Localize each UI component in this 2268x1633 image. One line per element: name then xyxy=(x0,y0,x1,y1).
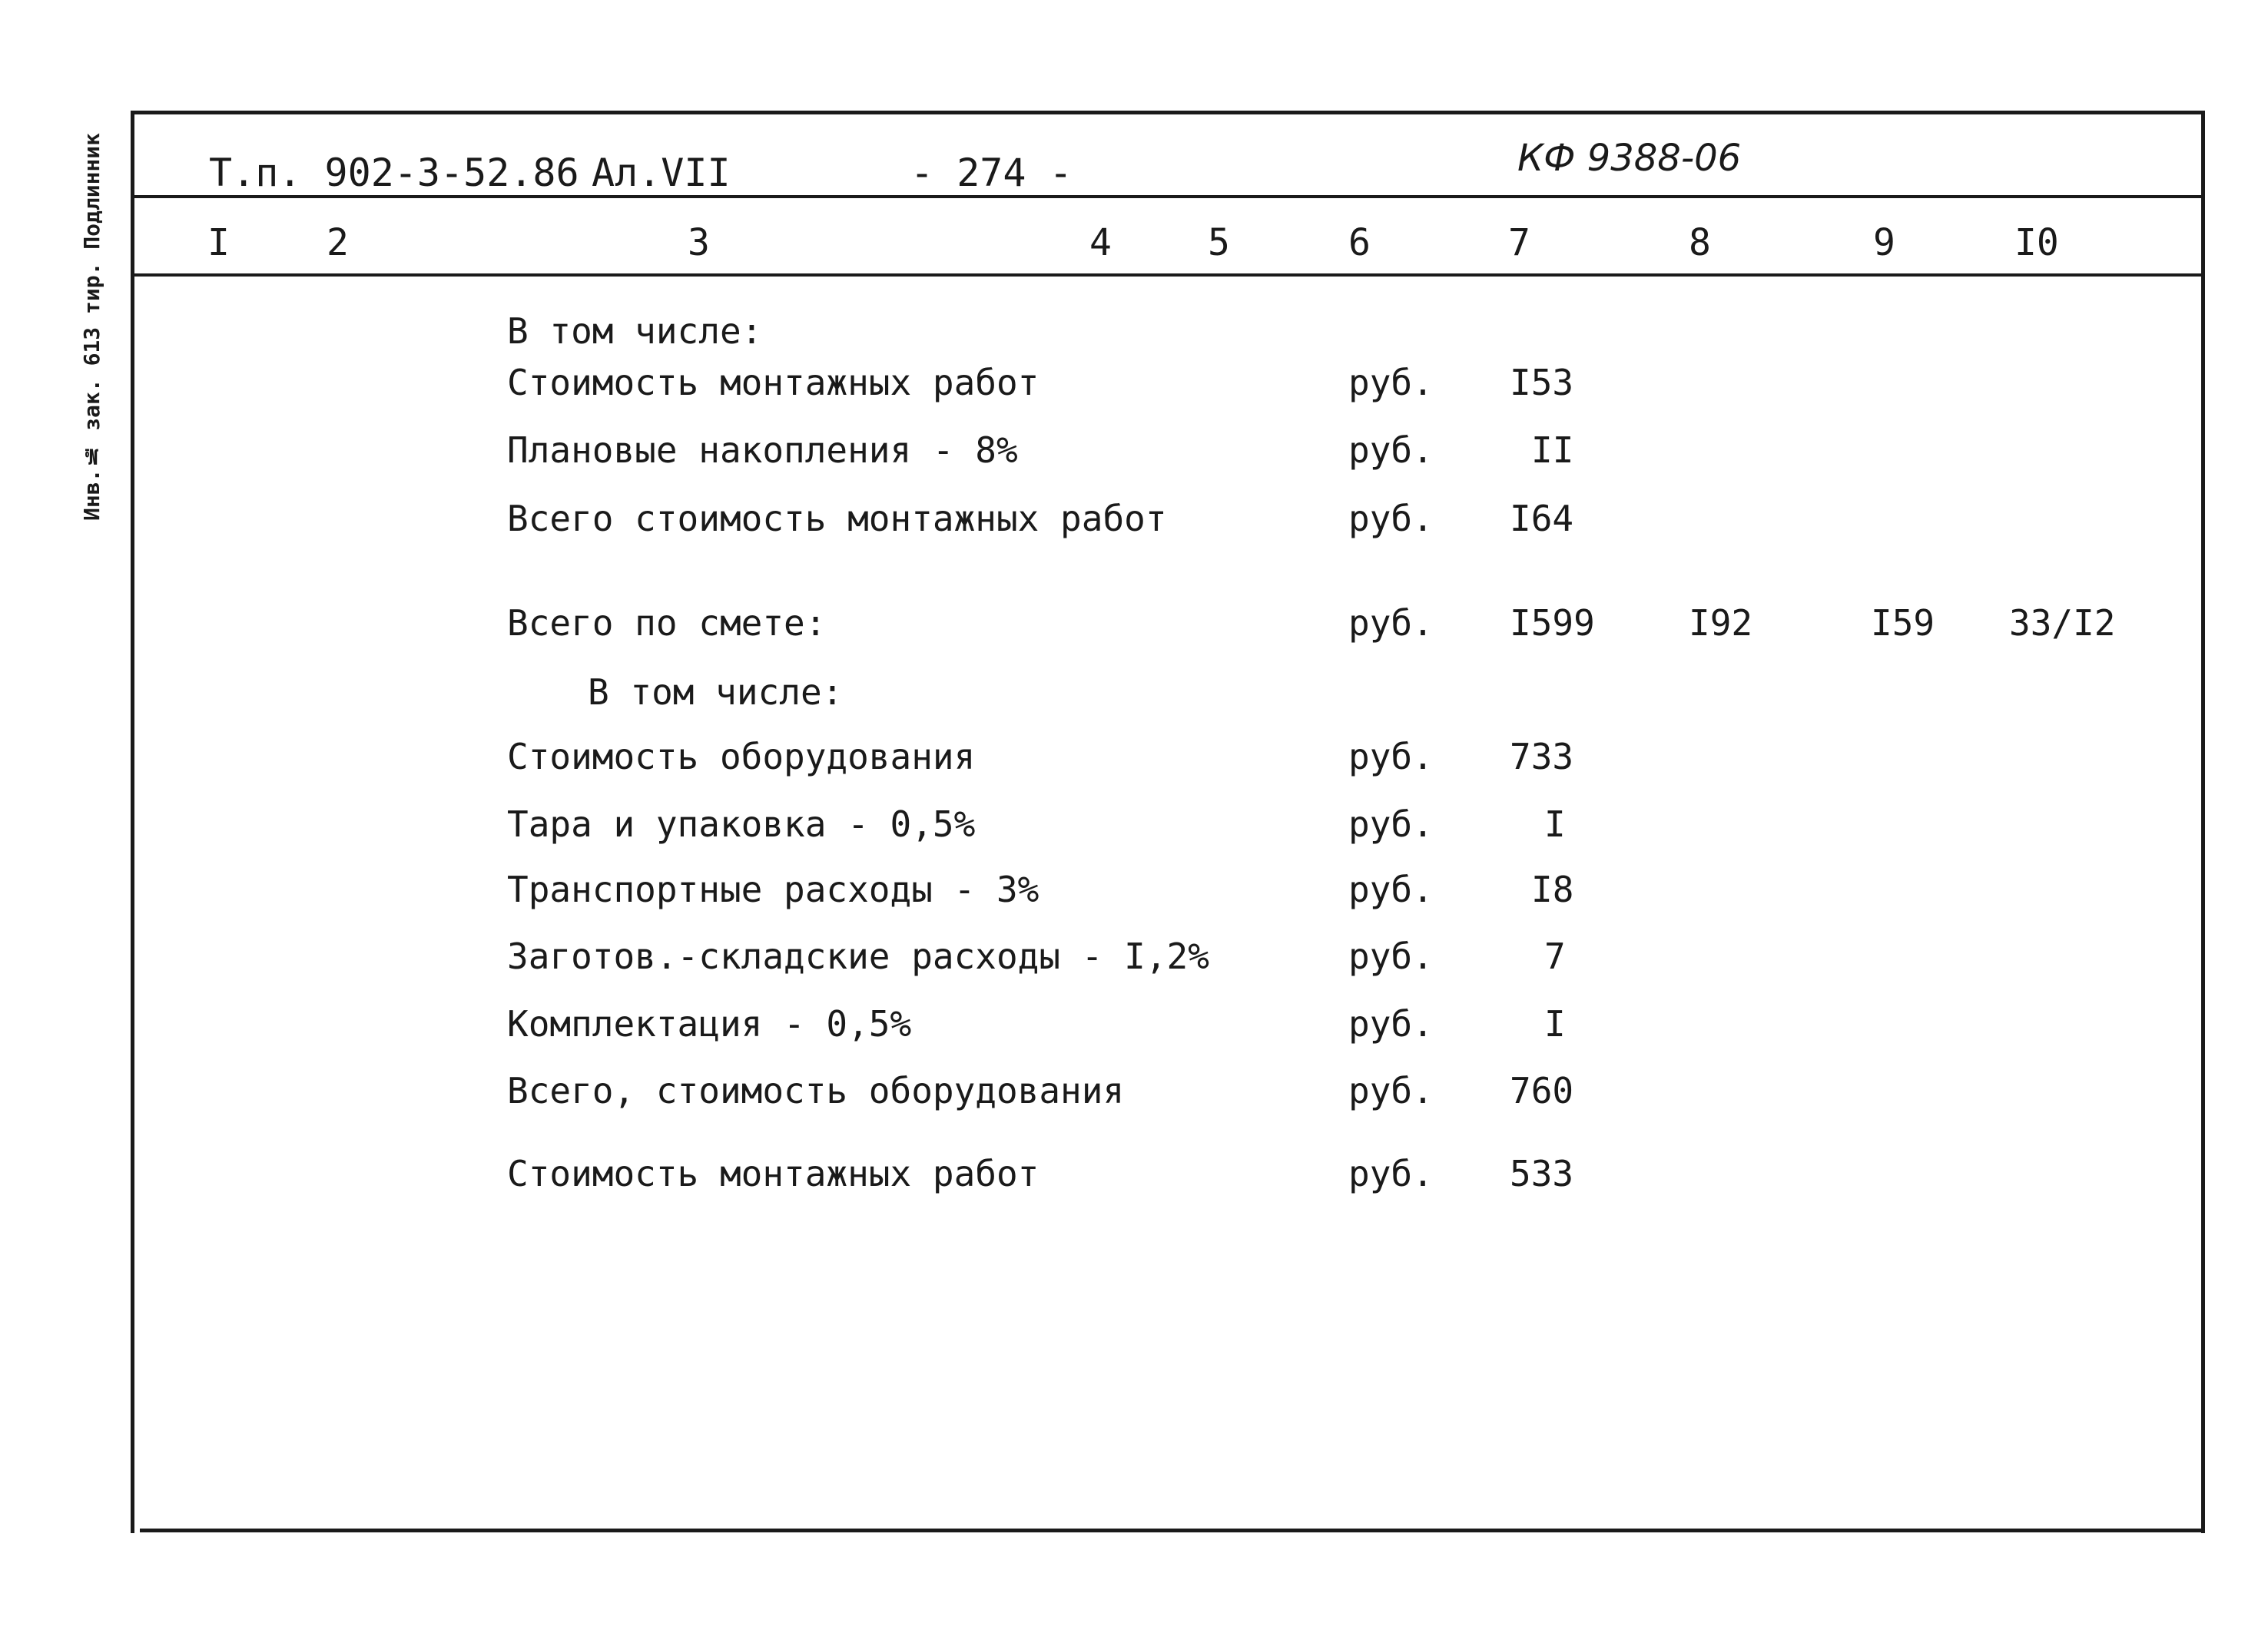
column-number: 7 xyxy=(1508,221,1530,264)
column-number: 6 xyxy=(1348,221,1371,264)
row-unit: руб. xyxy=(1348,736,1434,777)
row-unit: руб. xyxy=(1348,602,1434,644)
row-value: I8 xyxy=(1531,869,1574,910)
row-value: I92 xyxy=(1689,602,1753,644)
header-divider xyxy=(131,195,2205,198)
row-value: I xyxy=(1544,1003,1566,1045)
row-value: 760 xyxy=(1510,1070,1574,1111)
row-value: 533 xyxy=(1510,1153,1574,1194)
frame-right xyxy=(2201,111,2205,1533)
column-number: 8 xyxy=(1689,221,1711,264)
row-value: 7 xyxy=(1544,936,1566,977)
row-label: Всего стоимость монтажных работ xyxy=(507,498,1167,539)
row-unit: руб. xyxy=(1348,1153,1434,1194)
row-label: Плановые накопления - 8% xyxy=(507,429,1018,471)
project-number: Т.п. 902-3-52.86 xyxy=(209,151,579,195)
row-unit: руб. xyxy=(1348,1070,1434,1111)
row-unit: руб. xyxy=(1348,1003,1434,1045)
row-unit: руб. xyxy=(1348,869,1434,910)
column-number: 2 xyxy=(327,221,349,264)
row-unit: руб. xyxy=(1348,429,1434,471)
column-number: I xyxy=(207,221,230,264)
columns-divider xyxy=(131,273,2205,277)
row-value: 733 xyxy=(1510,736,1574,777)
row-label: Стоимость монтажных работ xyxy=(507,1153,1040,1194)
frame-left xyxy=(131,111,134,1533)
column-number: 3 xyxy=(688,221,710,264)
page-number: - 274 - xyxy=(910,151,1073,195)
row-label: В том числе: xyxy=(507,310,763,352)
drawing-code: КФ 9388-06 xyxy=(1517,137,1742,180)
row-unit: руб. xyxy=(1348,362,1434,403)
row-value: I53 xyxy=(1510,362,1574,403)
row-value: I64 xyxy=(1510,498,1574,539)
row-label: Стоимость монтажных работ xyxy=(507,362,1040,403)
album-number: Ал.VII xyxy=(592,151,731,195)
frame-bottom xyxy=(140,1529,2205,1532)
row-unit: руб. xyxy=(1348,498,1434,539)
row-label: Стоимость оборудования xyxy=(507,736,976,777)
frame-top xyxy=(131,111,2205,114)
column-number: 5 xyxy=(1208,221,1230,264)
row-label: Всего, стоимость оборудования xyxy=(507,1070,1125,1111)
row-value: II xyxy=(1531,429,1574,471)
row-label: Заготов.-складские расходы - I,2% xyxy=(507,936,1209,977)
row-label: Транспортные расходы - 3% xyxy=(507,869,1040,910)
row-label: Всего по смете: xyxy=(507,602,827,644)
archive-stamp: Инв.№ зак. 613 тир. Подлинник xyxy=(79,132,104,521)
row-value: I59 xyxy=(1871,602,1935,644)
row-value: 33/I2 xyxy=(2009,602,2116,644)
row-label: Комплектация - 0,5% xyxy=(507,1003,912,1045)
row-label: В том числе: xyxy=(588,671,844,713)
row-label: Тара и упаковка - 0,5% xyxy=(507,803,976,845)
column-number: 9 xyxy=(1873,221,1895,264)
row-value: I xyxy=(1544,803,1566,845)
row-value: I599 xyxy=(1510,602,1595,644)
column-number: I0 xyxy=(2014,221,2059,264)
row-unit: руб. xyxy=(1348,936,1434,977)
column-number: 4 xyxy=(1089,221,1112,264)
row-unit: руб. xyxy=(1348,803,1434,845)
